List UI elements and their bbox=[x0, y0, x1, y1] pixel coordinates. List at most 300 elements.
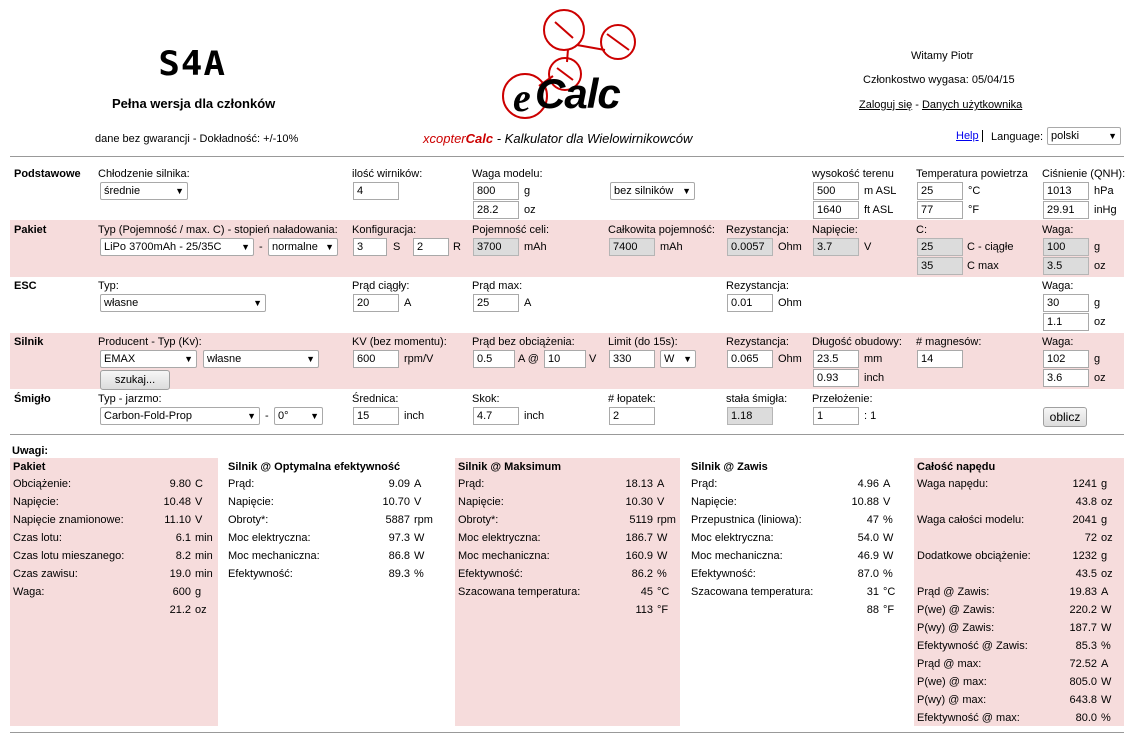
result-row bbox=[458, 550, 677, 568]
esc-cont-current-input[interactable]: 20 bbox=[353, 294, 399, 312]
result-label: Czas lotu: bbox=[13, 532, 62, 544]
result-label: Napięcie: bbox=[691, 496, 737, 508]
result-row bbox=[691, 604, 903, 622]
language-label: Language: bbox=[991, 131, 1043, 143]
result-label: Szacowana temperatura: bbox=[691, 586, 814, 598]
result-label: Waga całości modelu: bbox=[917, 514, 1025, 526]
row-title-pakiet: Pakiet bbox=[14, 224, 47, 236]
result-value: 54.0 bbox=[857, 532, 879, 544]
row-title-podstawowe: Podstawowe bbox=[14, 168, 81, 180]
battery-resistance-label: Rezystancja: bbox=[726, 224, 789, 236]
result-label: P(we) @ Zawis: bbox=[917, 604, 995, 616]
unit-mm: mm bbox=[864, 353, 883, 365]
gear-ratio-suffix: : 1 bbox=[864, 410, 877, 422]
total-capacity-field: 7400 bbox=[609, 238, 655, 256]
result-label: Waga napędu: bbox=[917, 478, 989, 490]
result-label: Moc mechaniczna: bbox=[691, 550, 783, 562]
pressure-hpa-input[interactable]: 1013 bbox=[1043, 182, 1089, 200]
result-value: 5119 bbox=[629, 514, 653, 526]
result-unit: W bbox=[414, 550, 425, 562]
unit-a-at: A @ bbox=[518, 353, 539, 365]
result-unit: % bbox=[1101, 640, 1111, 652]
unit-fahrenheit: °F bbox=[968, 204, 980, 216]
result-unit: min bbox=[195, 550, 213, 562]
result-row bbox=[13, 568, 215, 586]
esc-type-select[interactable]: własne ▼ bbox=[100, 294, 266, 312]
result-value: 89.3 bbox=[388, 568, 410, 580]
brand-subtitle-text: - Kalkulator dla Wielowirnikowców bbox=[493, 131, 693, 146]
result-label: Prąd @ Zawis: bbox=[917, 586, 990, 598]
result-unit: A bbox=[1101, 586, 1109, 598]
model-weight-g-input[interactable]: 800 bbox=[473, 182, 519, 200]
result-unit: g bbox=[1101, 550, 1108, 562]
esc-weight-oz-input[interactable]: 1.1 bbox=[1043, 313, 1089, 331]
motor-resistance-input[interactable]: 0.065 bbox=[727, 350, 773, 368]
result-value: 19.0 bbox=[169, 568, 191, 580]
cooling-select[interactable]: średnie ▼ bbox=[100, 182, 188, 200]
result-row bbox=[13, 604, 215, 622]
result-row bbox=[691, 586, 903, 604]
noload-voltage-input[interactable]: 10 bbox=[544, 350, 586, 368]
result-row bbox=[917, 658, 1121, 676]
battery-weight-g-field: 100 bbox=[1043, 238, 1089, 256]
elevation-m-input[interactable]: 500 bbox=[813, 182, 859, 200]
notes-label: Uwagi: bbox=[12, 445, 49, 457]
result-value: 10.30 bbox=[625, 496, 653, 508]
cell-voltage-field: 3.7 bbox=[813, 238, 859, 256]
result-unit: W bbox=[883, 532, 894, 544]
membership-status: Członkostwo wygasa: 05/04/15 bbox=[863, 74, 1015, 86]
prop-pitch-input[interactable]: 4.7 bbox=[473, 407, 519, 425]
result-panel-optimal bbox=[225, 458, 437, 726]
dash-separator: - bbox=[265, 410, 269, 422]
result-label: Efektywność: bbox=[458, 568, 523, 580]
power-limit-unit-select[interactable]: W ▼ bbox=[660, 350, 696, 368]
result-row bbox=[691, 496, 903, 514]
result-label: Efektywność @ Zawis: bbox=[917, 640, 1028, 652]
result-row bbox=[458, 568, 677, 586]
result-value: 643.8 bbox=[1069, 694, 1097, 706]
account-links bbox=[859, 99, 1022, 111]
result-row bbox=[917, 550, 1121, 568]
result-label: Efektywność: bbox=[228, 568, 293, 580]
result-row bbox=[228, 496, 434, 514]
result-unit: % bbox=[883, 514, 893, 526]
result-row bbox=[917, 532, 1121, 550]
result-unit: oz bbox=[1101, 568, 1113, 580]
result-unit: V bbox=[657, 496, 665, 508]
chevron-down-icon: ▼ bbox=[241, 242, 250, 252]
result-unit: % bbox=[657, 568, 667, 580]
case-length-mm-input[interactable]: 23.5 bbox=[813, 350, 859, 368]
top-divider bbox=[10, 156, 1124, 157]
prop-type-select[interactable]: Carbon-Fold-Prop ▼ bbox=[100, 407, 260, 425]
unit-ohm: Ohm bbox=[778, 297, 802, 309]
unit-inch: inch bbox=[404, 410, 425, 422]
result-value: 19.83 bbox=[1069, 586, 1097, 598]
prop-diameter-label: Średnica: bbox=[352, 393, 399, 405]
result-row bbox=[228, 550, 434, 568]
esc-type-label: Typ: bbox=[98, 280, 119, 292]
air-temp-label: Temperatura powietrza bbox=[916, 168, 1028, 180]
motor-maker-select[interactable]: EMAX ▼ bbox=[100, 350, 197, 368]
result-unit: W bbox=[883, 550, 894, 562]
charge-state-select[interactable]: normalne ▼ bbox=[268, 238, 338, 256]
result-unit: min bbox=[195, 532, 213, 544]
result-row bbox=[917, 604, 1121, 622]
gear-ratio-input[interactable]: 1 bbox=[813, 407, 859, 425]
result-row bbox=[13, 586, 215, 604]
result-label: P(wy) @ max: bbox=[917, 694, 987, 706]
model-weight-label: Waga modelu: bbox=[472, 168, 543, 180]
esc-resistance-input[interactable]: 0.01 bbox=[727, 294, 773, 312]
unit-c-max: C max bbox=[967, 260, 999, 272]
unit-inhg: inHg bbox=[1094, 204, 1117, 216]
row-title-smiglo: Śmigło bbox=[14, 393, 51, 405]
result-unit: V bbox=[195, 496, 203, 508]
result-row bbox=[691, 514, 903, 532]
result-value: 600 bbox=[172, 586, 191, 598]
config-label: Konfiguracja: bbox=[352, 224, 417, 236]
prop-blades-label: # łopatek: bbox=[608, 393, 656, 405]
result-value: 18.13 bbox=[625, 478, 653, 490]
result-value: 85.3 bbox=[1075, 640, 1097, 652]
result-value: 45 bbox=[640, 586, 653, 598]
config-r-input[interactable]: 2 bbox=[413, 238, 449, 256]
result-value: 88 bbox=[866, 604, 879, 616]
result-unit: V bbox=[195, 514, 203, 526]
result-row bbox=[691, 550, 903, 568]
result-value: 1232 bbox=[1072, 550, 1097, 562]
result-value: 220.2 bbox=[1069, 604, 1097, 616]
result-label: Moc mechaniczna: bbox=[458, 550, 550, 562]
air-temp-c-input[interactable]: 25 bbox=[917, 182, 963, 200]
result-unit: g bbox=[1101, 478, 1108, 490]
chevron-down-icon: ▼ bbox=[253, 298, 262, 308]
model-weight-oz-input[interactable]: 28.2 bbox=[473, 201, 519, 219]
unit-ft-asl: ft ASL bbox=[864, 204, 894, 216]
result-value: 187.7 bbox=[1069, 622, 1097, 634]
result-value: 43.5 bbox=[1075, 568, 1097, 580]
result-value: 2041 bbox=[1072, 514, 1097, 526]
result-row bbox=[691, 568, 903, 586]
unit-inch: inch bbox=[864, 372, 885, 384]
result-value: 87.0 bbox=[857, 568, 879, 580]
result-unit: oz bbox=[195, 604, 207, 616]
result-value: 86.2 bbox=[631, 568, 653, 580]
result-panel-battery bbox=[10, 458, 218, 726]
result-label: Prąd: bbox=[691, 478, 718, 490]
noload-current-input[interactable]: 0.5 bbox=[473, 350, 515, 368]
c-max-field: 35 bbox=[917, 257, 963, 275]
prop-diameter-input[interactable]: 15 bbox=[353, 407, 399, 425]
result-value: 10.48 bbox=[163, 496, 191, 508]
result-value: 1241 bbox=[1072, 478, 1097, 490]
result-value: 6.1 bbox=[175, 532, 191, 544]
result-value: 72 bbox=[1084, 532, 1097, 544]
battery-weight-label: Waga: bbox=[1042, 224, 1074, 236]
result-panel-title: Silnik @ Optymalna efektywność bbox=[228, 461, 401, 473]
result-unit: A bbox=[657, 478, 665, 490]
total-capacity-label: Całkowita pojemność: bbox=[608, 224, 715, 236]
brand-subtitle bbox=[423, 131, 692, 146]
power-limit-input[interactable]: 330 bbox=[609, 350, 655, 368]
result-value: 10.88 bbox=[851, 496, 879, 508]
unit-v: V bbox=[864, 241, 872, 253]
result-value: 4.96 bbox=[857, 478, 879, 490]
result-unit: C bbox=[195, 478, 203, 490]
chevron-down-icon: ▼ bbox=[1108, 131, 1117, 141]
disclaimer: dane bez gwarancji - Dokładność: +/-10% bbox=[95, 133, 299, 145]
result-unit: rpm bbox=[414, 514, 433, 526]
case-length-in-input[interactable]: 0.93 bbox=[813, 369, 859, 387]
unit-mah: mAh bbox=[524, 241, 547, 253]
unit-g: g bbox=[524, 185, 531, 197]
prop-constant-field: 1.18 bbox=[727, 407, 773, 425]
unit-g: g bbox=[1094, 297, 1101, 309]
result-label: Moc elektryczna: bbox=[228, 532, 311, 544]
result-value: 186.7 bbox=[625, 532, 653, 544]
prop-blades-input[interactable]: 2 bbox=[609, 407, 655, 425]
prop-type-label: Typ - jarzmo: bbox=[98, 393, 162, 405]
result-unit: % bbox=[414, 568, 424, 580]
motor-resistance-label: Rezystancja: bbox=[726, 336, 789, 348]
result-unit: W bbox=[1101, 604, 1112, 616]
unit-r: R bbox=[453, 241, 461, 253]
result-row bbox=[228, 478, 434, 496]
link-divider bbox=[982, 130, 983, 142]
cell-voltage-label: Napięcie: bbox=[812, 224, 858, 236]
member-title: Pełna wersja dla członków bbox=[112, 96, 276, 111]
noload-current-label: Prąd bez obciążenia: bbox=[472, 336, 575, 348]
chevron-down-icon: ▼ bbox=[306, 354, 315, 364]
result-label: Napięcie: bbox=[228, 496, 274, 508]
s4a-logo: S4A bbox=[158, 44, 227, 84]
result-row bbox=[917, 694, 1121, 712]
bottom-divider bbox=[10, 732, 1124, 733]
result-row bbox=[13, 532, 215, 550]
result-unit: °F bbox=[657, 604, 669, 616]
result-row bbox=[917, 586, 1121, 604]
result-unit: oz bbox=[1101, 532, 1113, 544]
result-unit: g bbox=[195, 586, 202, 598]
elevation-ft-input[interactable]: 1640 bbox=[813, 201, 859, 219]
result-unit: V bbox=[883, 496, 891, 508]
result-unit: % bbox=[1101, 712, 1111, 724]
result-unit: °C bbox=[657, 586, 670, 598]
help-link[interactable]: Help bbox=[956, 130, 979, 142]
result-label: Napięcie znamionowe: bbox=[13, 514, 124, 526]
result-row bbox=[917, 478, 1121, 496]
unit-a: A bbox=[404, 297, 412, 309]
unit-rpm-v: rpm/V bbox=[404, 353, 434, 365]
ecalc-logo: e Calc bbox=[495, 4, 645, 122]
greeting: Witamy Piotr bbox=[911, 50, 974, 62]
result-row bbox=[917, 622, 1121, 640]
language-select[interactable]: polski ▼ bbox=[1047, 127, 1121, 145]
dash-separator: - bbox=[259, 241, 263, 253]
brand-calc: Calc bbox=[465, 131, 494, 146]
result-row bbox=[458, 586, 677, 604]
motor-weight-option-select[interactable]: bez silników ▼ bbox=[610, 182, 695, 200]
cell-capacity-field: 3700 bbox=[473, 238, 519, 256]
result-unit: W bbox=[657, 532, 668, 544]
result-row bbox=[13, 514, 215, 532]
prop-constant-label: stała śmigła: bbox=[726, 393, 788, 405]
user-data-link[interactable]: Danych użytkownika bbox=[921, 99, 1023, 111]
result-value: 72.52 bbox=[1069, 658, 1097, 670]
result-value: 86.8 bbox=[388, 550, 410, 562]
c-rate-label: C: bbox=[916, 224, 927, 236]
result-value: 10.70 bbox=[382, 496, 410, 508]
motor-weight-oz-input[interactable]: 3.6 bbox=[1043, 369, 1089, 387]
result-row bbox=[13, 478, 215, 496]
result-unit: A bbox=[1101, 658, 1109, 670]
result-label: Obroty*: bbox=[228, 514, 269, 526]
result-label: Dodatkowe obciążenie: bbox=[917, 550, 1031, 562]
result-row bbox=[917, 676, 1121, 694]
result-unit: rpm bbox=[657, 514, 676, 526]
result-unit: % bbox=[883, 568, 893, 580]
result-row bbox=[691, 532, 903, 550]
search-motor-button[interactable]: szukaj... bbox=[100, 370, 170, 390]
result-row bbox=[917, 514, 1121, 532]
result-panel-drive bbox=[914, 458, 1124, 726]
result-value: 11.10 bbox=[164, 514, 191, 526]
unit-ohm: Ohm bbox=[778, 353, 802, 365]
result-label: P(we) @ max: bbox=[917, 676, 987, 688]
result-panel-hover bbox=[688, 458, 906, 726]
result-value: 31 bbox=[866, 586, 879, 598]
kv-label: KV (bez momentu): bbox=[352, 336, 447, 348]
prop-pitch-label: Skok: bbox=[472, 393, 500, 405]
battery-type-label: Typ (Pojemność / max. C) - stopień naładowania: bbox=[98, 224, 338, 236]
unit-oz: oz bbox=[1094, 372, 1106, 384]
result-panel-title: Silnik @ Zawis bbox=[691, 461, 768, 473]
result-unit: V bbox=[414, 496, 422, 508]
chevron-down-icon: ▼ bbox=[682, 186, 691, 196]
result-value: 21.2 bbox=[169, 604, 191, 616]
result-value: 43.8 bbox=[1075, 496, 1097, 508]
pressure-inhg-input[interactable]: 29.91 bbox=[1043, 201, 1089, 219]
result-label: Moc mechaniczna: bbox=[228, 550, 320, 562]
result-value: 97.3 bbox=[388, 532, 410, 544]
chevron-down-icon: ▼ bbox=[184, 354, 193, 364]
result-unit: min bbox=[195, 568, 213, 580]
result-label: Obciążenie: bbox=[13, 478, 72, 490]
esc-max-current-label: Prąd max: bbox=[472, 280, 523, 292]
result-value: 805.0 bbox=[1069, 676, 1097, 688]
result-value: 5887 bbox=[385, 514, 410, 526]
esc-cont-current-label: Prąd ciągły: bbox=[352, 280, 410, 292]
result-row bbox=[691, 478, 903, 496]
row-title-silnik: Silnik bbox=[14, 336, 44, 348]
air-temp-f-input[interactable]: 77 bbox=[917, 201, 963, 219]
unit-ohm: Ohm bbox=[778, 241, 802, 253]
result-row bbox=[228, 514, 434, 532]
kv-input[interactable]: 600 bbox=[353, 350, 399, 368]
brand-prefix: xcopter bbox=[423, 131, 466, 146]
result-unit: W bbox=[1101, 622, 1112, 634]
motor-weight-label: Waga: bbox=[1042, 336, 1074, 348]
result-row bbox=[917, 712, 1121, 730]
chevron-down-icon: ▼ bbox=[325, 242, 334, 252]
result-row bbox=[458, 604, 677, 622]
unit-c-cont: C - ciągłe bbox=[967, 241, 1014, 253]
result-label: Napięcie: bbox=[458, 496, 504, 508]
result-value: 160.9 bbox=[625, 550, 653, 562]
chevron-down-icon: ▼ bbox=[175, 186, 184, 196]
motor-type-select[interactable]: własne ▼ bbox=[203, 350, 319, 368]
unit-g: g bbox=[1094, 353, 1101, 365]
result-value: 8.2 bbox=[175, 550, 191, 562]
result-label: P(wy) @ Zawis: bbox=[917, 622, 995, 634]
result-label: Przepustnica (liniowa): bbox=[691, 514, 802, 526]
result-value: 80.0 bbox=[1075, 712, 1097, 724]
result-label: Czas lotu mieszanego: bbox=[13, 550, 125, 562]
unit-m-asl: m ASL bbox=[864, 185, 897, 197]
result-row bbox=[228, 568, 434, 586]
unit-oz: oz bbox=[524, 204, 536, 216]
esc-max-current-input[interactable]: 25 bbox=[473, 294, 519, 312]
result-unit: W bbox=[657, 550, 668, 562]
logout-link[interactable]: Zaloguj się bbox=[859, 99, 913, 111]
result-label: Moc elektryczna: bbox=[691, 532, 774, 544]
c-cont-field: 25 bbox=[917, 238, 963, 256]
magnets-input[interactable]: 14 bbox=[917, 350, 963, 368]
result-row bbox=[917, 568, 1121, 586]
config-s-input[interactable]: 3 bbox=[353, 238, 387, 256]
unit-hpa: hPa bbox=[1094, 185, 1114, 197]
result-label: Obroty*: bbox=[458, 514, 499, 526]
row-title-esc: ESC bbox=[14, 280, 37, 292]
results-divider bbox=[10, 434, 1124, 435]
unit-celsius: °C bbox=[968, 185, 981, 197]
result-value: 9.80 bbox=[169, 478, 191, 490]
battery-type-select[interactable]: LiPo 3700mAh - 25/35C ▼ bbox=[100, 238, 254, 256]
result-label: Prąd: bbox=[458, 478, 485, 490]
result-row bbox=[917, 640, 1121, 658]
unit-s: S bbox=[393, 241, 401, 253]
result-label: Szacowana temperatura: bbox=[458, 586, 581, 598]
result-label: Czas zawisu: bbox=[13, 568, 78, 580]
result-unit: A bbox=[414, 478, 422, 490]
result-value: 9.09 bbox=[388, 478, 410, 490]
result-row bbox=[458, 514, 677, 532]
result-label: Waga: bbox=[13, 586, 45, 598]
calculate-button[interactable]: oblicz bbox=[1043, 407, 1087, 427]
chevron-down-icon: ▼ bbox=[247, 411, 256, 421]
result-panel-title: Pakiet bbox=[13, 461, 46, 473]
prop-angle-select[interactable]: 0° ▼ bbox=[274, 407, 323, 425]
rotors-input[interactable]: 4 bbox=[353, 182, 399, 200]
result-label: Prąd @ max: bbox=[917, 658, 982, 670]
result-panel-title: Całość napędu bbox=[917, 461, 996, 473]
battery-resistance-field: 0.0057 bbox=[727, 238, 773, 256]
result-label: Napięcie: bbox=[13, 496, 59, 508]
result-unit: W bbox=[1101, 694, 1112, 706]
magnets-label: # magnesów: bbox=[916, 336, 982, 348]
esc-weight-g-input[interactable]: 30 bbox=[1043, 294, 1089, 312]
gear-ratio-label: Przełożenie: bbox=[812, 393, 873, 405]
result-row bbox=[13, 550, 215, 568]
result-panel-maximum bbox=[455, 458, 680, 726]
power-limit-label: Limit (do 15s): bbox=[608, 336, 678, 348]
motor-weight-g-input[interactable]: 102 bbox=[1043, 350, 1089, 368]
cell-capacity-label: Pojemność celi: bbox=[472, 224, 550, 236]
result-label: Efektywność: bbox=[691, 568, 756, 580]
result-row bbox=[228, 532, 434, 550]
